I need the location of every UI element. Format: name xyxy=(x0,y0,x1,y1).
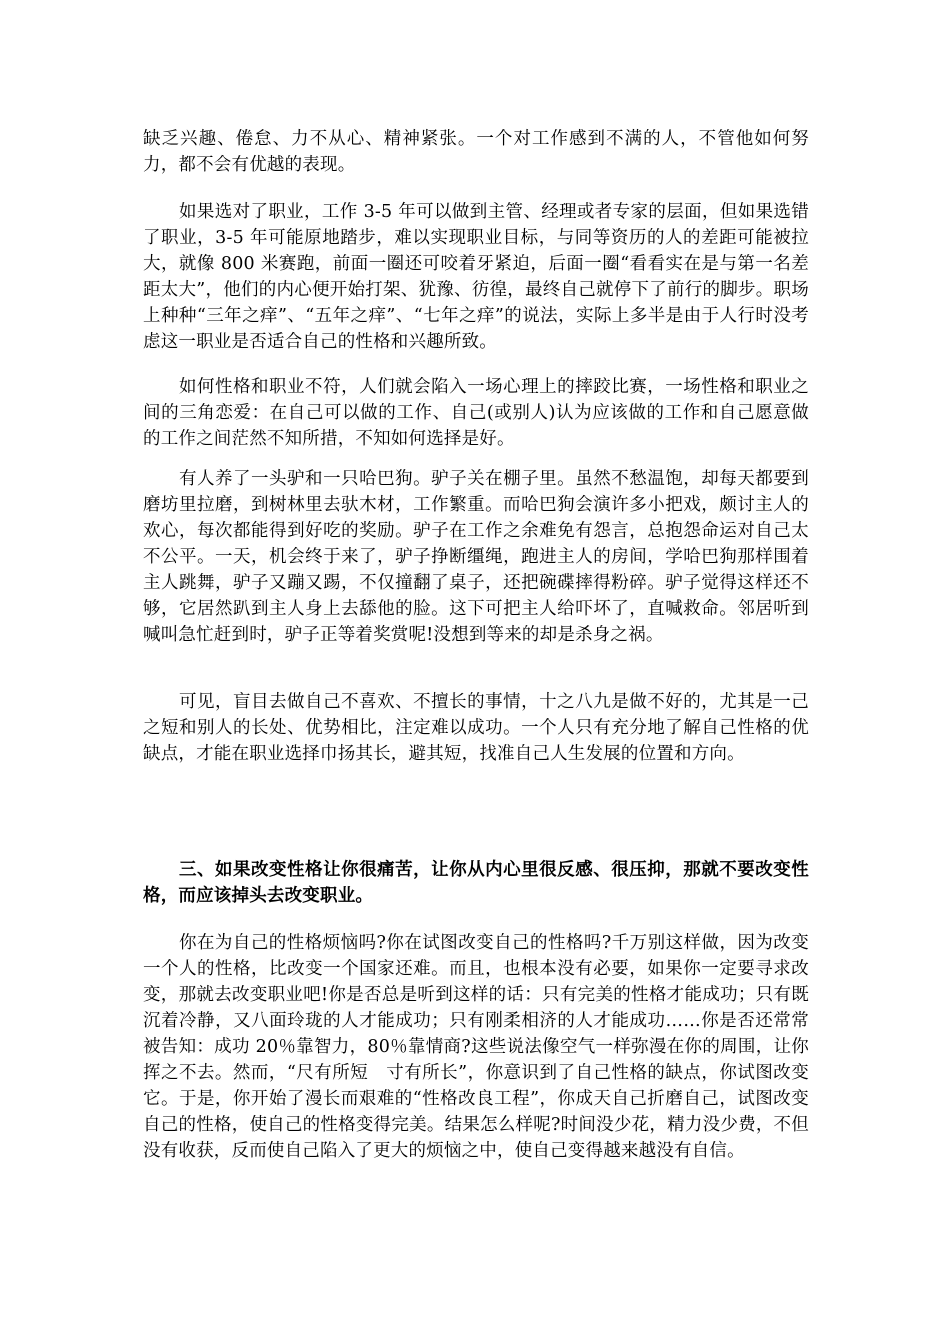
paragraph-dissatisfaction: 缺乏兴趣、倦怠、力不从心、精神紧张。一个对工作感到不满的人，不管他如何努力，都不会有优越的表现。 xyxy=(143,129,809,175)
paragraph-conclusion: 可见，盲目去做自己不喜欢、不擅长的事情，十之八九是做不好的，尤其是一己之短和别人的长处、优势相比，注定难以成功。一个人只有充分地了解自己性格的优缺点，才能在职业选择巾扬其长，避其短，找准自己人生发展的位置和方向。 xyxy=(143,692,809,764)
paragraph-personality-mismatch: 如何性格和职业不符，人们就会陷入一场心理上的摔跤比赛，一场性格和职业之间的三角恋爱：在自己可以做的工作、自己(或别人)认为应该做的工作和自己愿意做的工作之间茫然不知所措，不知如何选择是好。 xyxy=(143,377,809,449)
paragraph-career-choice: 如果选对了职业，工作 3-5 年可以做到主管、经理或者专家的层面，但如果选错了职业，3-5 年可能原地踏步，难以实现职业目标，与同等资历的人的差距可能被拉大，就像 800 米赛跑，前面一圈还可咬着牙紧迫，后面一圈“看看实在是与第一名差距太大”，他们的内心便开始打架、犹豫、彷徨，最终自己就停下了前行的脚步。职场上种种“三年之痒”、“五年之痒”、“七年之痒”的说法，实际上多半是由于人行时没考虑这一职业是否适合自己的性格和兴趣所致。 xyxy=(143,202,809,352)
section-heading: 三、如果改变性格让你很痛苦，让你从内心里很反感、很压抑，那就不要改变性格，而应该掉头去改变职业。 xyxy=(143,860,809,906)
paragraph-donkey-story: 有人养了一头驴和一只哈巴狗。驴子关在棚子里。虽然不愁温饱，却每天都要到磨坊里拉磨，到树林里去驮木材，工作繁重。而哈巴狗会演许多小把戏，颇讨主人的欢心，每次都能得到好吃的奖励。驴子在工作之余难免有怨言，总抱怨命运对自己太不公平。一天，机会终于来了，驴子挣断缰绳，跑进主人的房间，学哈巴狗那样围着主人跳舞，驴子又蹦又踢，不仅撞翻了桌子，还把碗碟摔得粉碎。驴子觉得这样还不够，它居然趴到主人身上去舔他的脸。这下可把主人给吓坏了，直喊救命。邻居听到喊叫急忙赶到时，驴子正等着奖赏呢!没想到等来的却是杀身之祸。 xyxy=(143,469,809,645)
paragraph-change-career: 你在为自己的性格烦恼吗?你在试图改变自己的性格吗?千万别这样做，因为改变一个人的性格，比改变一个国家还难。而且，也根本没有必要，如果你一定要寻求改变，那就去改变职业吧!你是否总是听到这样的话：只有完美的性格才能成功；只有既沉着冷静，又八面玲珑的人才能成功；只有刚柔相济的人才能成功……你是否还常常被告知：成功 20％靠智力，80％靠情商?这些说法像空气一样弥漫在你的周围，让你挥之不去。然而，“尺有所短 寸有所长”，你意识到了自己性格的缺点，你试图改变它。于是，你开始了漫长而艰难的“性格改良工程”，你成天自己折磨自己，试图改变自己的性格，使自己的性格变得完美。结果怎么样呢?时间没少花，精力没少费，不但没有收获，反而使自己陷入了更大的烦恼之中，使自己变得越来越没有自信。 xyxy=(143,933,809,1161)
